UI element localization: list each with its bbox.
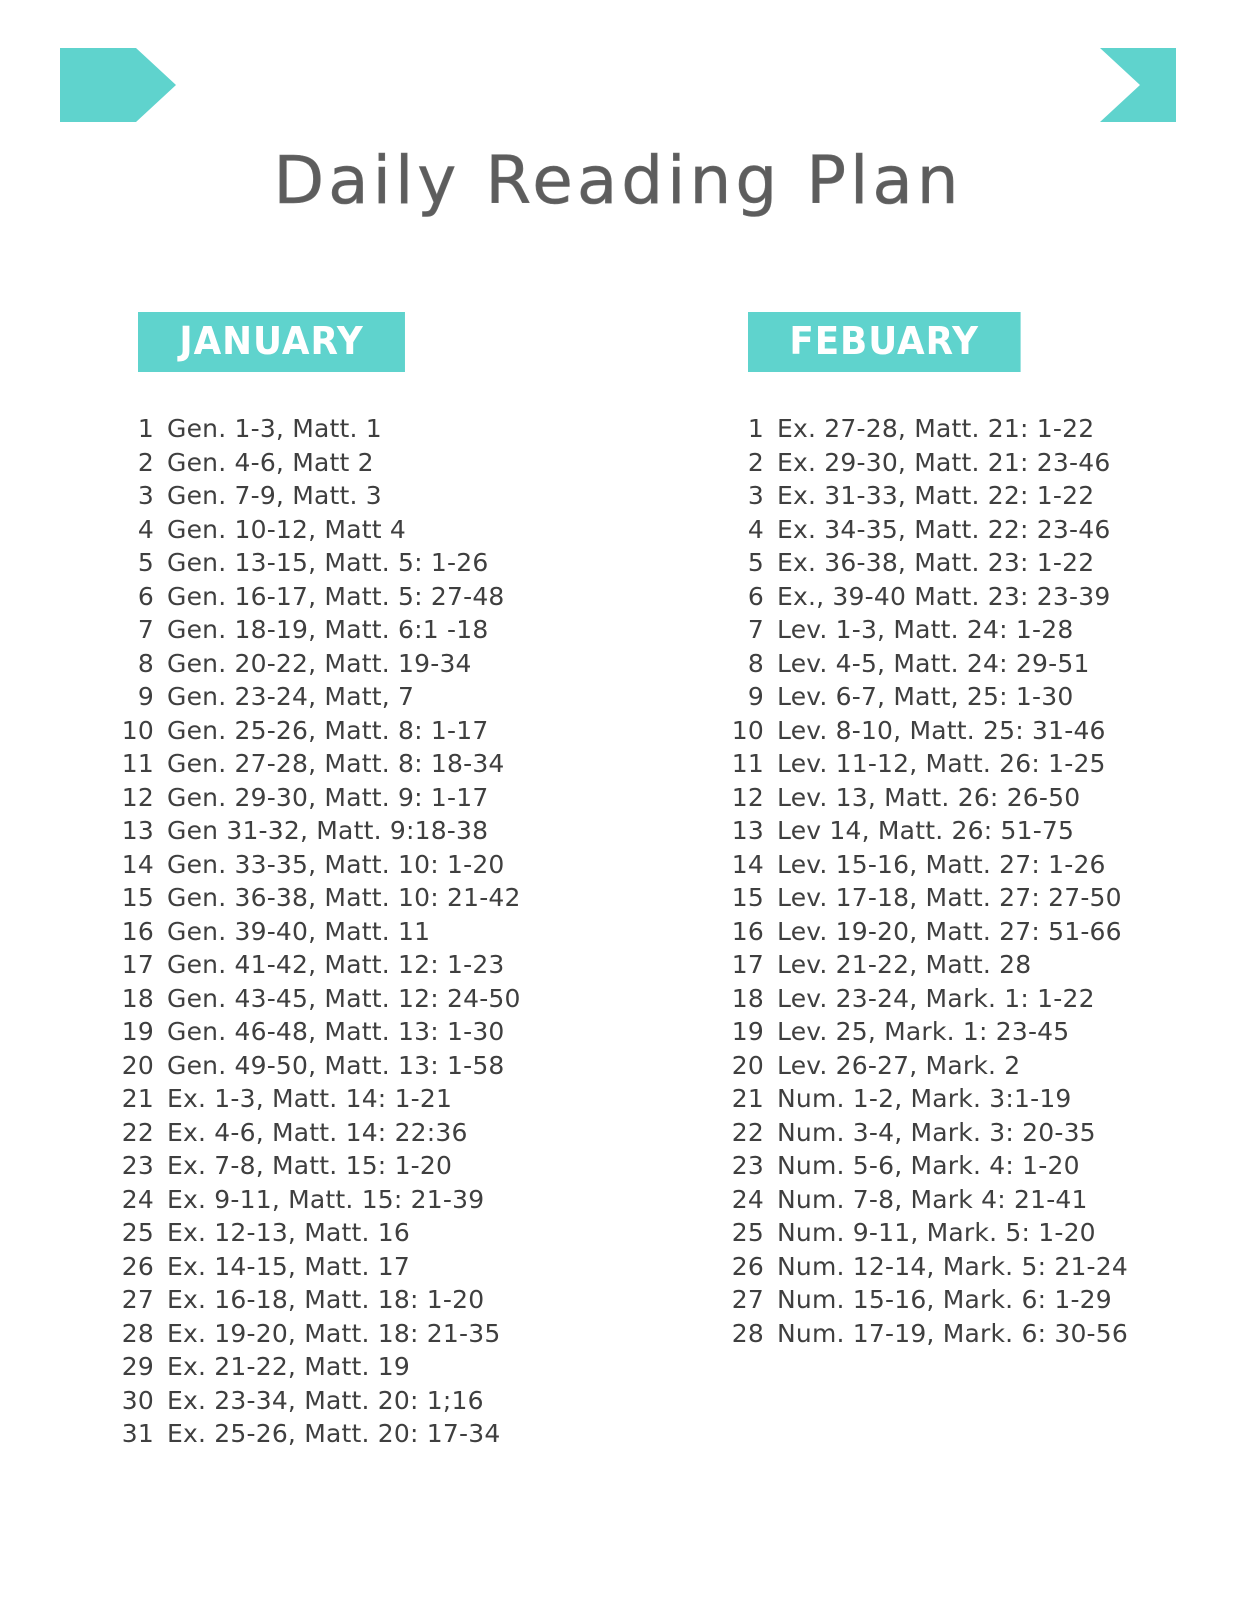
- reading-entry: [108, 814, 618, 848]
- header-banner: [60, 48, 1176, 122]
- entry-day: 28: [731, 1318, 764, 1348]
- entry-day: 23: [731, 1151, 764, 1180]
- entry-reference: Gen. 39-40, Matt. 11: [167, 916, 431, 946]
- reading-entry: [108, 1216, 618, 1250]
- page-title: Daily Reading Plan: [273, 142, 963, 219]
- entry-reference: Lev. 15-16, Matt. 27: 1-26: [777, 849, 1106, 879]
- entry-reference: Lev. 6-7, Matt, 25: 1-30: [777, 682, 1074, 711]
- entry-reference: Gen. 36-38, Matt. 10: 21-42: [167, 883, 521, 912]
- reading-entry: [108, 446, 618, 480]
- reading-entry: [718, 848, 1236, 882]
- reading-entry: [108, 580, 618, 614]
- entry-reference: Num. 9-11, Mark. 5: 1-20: [777, 1218, 1096, 1247]
- entry-day: 27: [731, 1285, 764, 1314]
- entry-day: 24: [121, 1184, 154, 1214]
- reading-entry: [108, 747, 618, 781]
- entry-day: 1: [137, 414, 154, 443]
- entry-day: 14: [121, 849, 154, 879]
- entry-reference: Gen. 41-42, Matt. 12: 1-23: [167, 950, 505, 979]
- entry-reference: Ex. 19-20, Matt. 18: 21-35: [167, 1318, 501, 1348]
- banner-title: READ THE BIBLE IN A YEAR: [418, 69, 818, 101]
- entry-day: 19: [731, 1017, 764, 1046]
- entry-reference: Gen. 10-12, Matt 4: [167, 514, 406, 544]
- reading-entry: [108, 1116, 618, 1150]
- reading-entry: [108, 948, 618, 982]
- reading-entry: [718, 513, 1236, 547]
- entry-day: 28: [121, 1318, 154, 1348]
- reading-entry: [718, 881, 1236, 915]
- entry-day: 5: [137, 548, 154, 577]
- entry-day: 3: [137, 481, 154, 510]
- entry-day: 17: [121, 950, 154, 979]
- entry-day: 23: [121, 1151, 154, 1180]
- entry-day: 9: [747, 682, 764, 711]
- reading-entry: [108, 714, 618, 748]
- entry-reference: Gen 31-32, Matt. 9:18-38: [167, 816, 489, 845]
- reading-entry: [718, 1216, 1236, 1250]
- reading-entry: [108, 1015, 618, 1049]
- entry-day: 9: [137, 682, 154, 711]
- reading-entry: [718, 647, 1236, 681]
- reading-entry: [718, 1116, 1236, 1150]
- entry-reference: Lev. 19-20, Matt. 27: 51-66: [777, 916, 1122, 946]
- entry-day: 11: [121, 749, 154, 778]
- entry-reference: Lev. 11-12, Matt. 26: 1-25: [777, 749, 1106, 778]
- reading-entry: [108, 546, 618, 580]
- entry-day: 14: [731, 849, 764, 879]
- entry-reference: Lev. 4-5, Matt. 24: 29-51: [777, 648, 1090, 678]
- entry-reference: Num. 15-16, Mark. 6: 1-29: [777, 1285, 1112, 1314]
- reading-entry: [718, 1283, 1236, 1317]
- reading-entry: [718, 613, 1236, 647]
- entry-reference: Gen. 23-24, Matt, 7: [167, 682, 415, 711]
- reading-entry: [108, 781, 618, 815]
- reading-entry: [108, 915, 618, 949]
- entry-day: 25: [731, 1218, 764, 1247]
- entry-reference: Lev. 1-3, Matt. 24: 1-28: [777, 615, 1074, 644]
- entry-reference: Num. 7-8, Mark 4: 21-41: [777, 1184, 1088, 1214]
- reading-entry: [108, 982, 618, 1016]
- month-column-january: [0, 312, 618, 1467]
- entry-day: 22: [731, 1117, 764, 1147]
- entry-day: 6: [747, 581, 764, 611]
- reading-entry: [108, 1317, 618, 1351]
- entry-day: 24: [731, 1184, 764, 1214]
- reading-entry: [718, 1149, 1236, 1183]
- reading-entry: [718, 714, 1236, 748]
- reading-entry: [718, 982, 1236, 1016]
- entry-reference: Gen. 7-9, Matt. 3: [167, 481, 382, 510]
- entry-day: 22: [121, 1117, 154, 1147]
- entry-reference: Gen. 18-19, Matt. 6:1 -18: [167, 615, 489, 644]
- reading-entry: [108, 513, 618, 547]
- entry-reference: Gen. 1-3, Matt. 1: [167, 414, 382, 443]
- entry-day: 7: [137, 615, 154, 644]
- entry-day: 17: [731, 950, 764, 979]
- entry-day: 25: [121, 1218, 154, 1247]
- entry-day: 19: [121, 1017, 154, 1046]
- reading-entry: [718, 747, 1236, 781]
- reading-entry: [718, 479, 1236, 513]
- entry-reference: Gen. 16-17, Matt. 5: 27-48: [167, 581, 505, 611]
- reading-entry: [718, 1049, 1236, 1083]
- entry-reference: Lev. 23-24, Mark. 1: 1-22: [777, 983, 1095, 1013]
- entry-day: 15: [121, 883, 154, 912]
- reading-entry: [718, 412, 1236, 446]
- entry-day: 26: [731, 1251, 764, 1281]
- entry-day: 10: [731, 715, 764, 745]
- entry-day: 16: [121, 916, 154, 946]
- entry-day: 26: [121, 1251, 154, 1281]
- month-heading-february: FEBUARY: [748, 312, 1020, 372]
- entry-day: 31: [121, 1419, 154, 1448]
- reading-entry: [108, 1250, 618, 1284]
- entry-reference: Ex. 12-13, Matt. 16: [167, 1218, 411, 1247]
- entry-day: 8: [137, 648, 154, 678]
- entry-reference: Ex. 23-34, Matt. 20: 1;16: [167, 1385, 484, 1415]
- reading-entry: [108, 1384, 618, 1418]
- entry-reference: Ex. 9-11, Matt. 15: 21-39: [167, 1184, 485, 1214]
- reading-entry: [108, 1082, 618, 1116]
- entry-reference: Lev. 17-18, Matt. 27: 27-50: [777, 883, 1122, 912]
- reading-entry: [718, 814, 1236, 848]
- entry-day: 12: [731, 782, 764, 812]
- reading-entry: [718, 948, 1236, 982]
- month-column-february: [618, 312, 1236, 1467]
- entry-reference: Ex. 31-33, Matt. 22: 1-22: [777, 481, 1095, 510]
- reading-list-february: [718, 412, 1236, 1350]
- reading-entry: [108, 680, 618, 714]
- entry-reference: Gen. 46-48, Matt. 13: 1-30: [167, 1017, 505, 1046]
- reading-entry: [718, 915, 1236, 949]
- reading-entry: [108, 479, 618, 513]
- entry-reference: Ex. 34-35, Matt. 22: 23-46: [777, 514, 1111, 544]
- entry-reference: Ex. 21-22, Matt. 19: [167, 1352, 411, 1381]
- entry-day: 20: [731, 1050, 764, 1080]
- entry-reference: Gen. 13-15, Matt. 5: 1-26: [167, 548, 489, 577]
- entry-day: 12: [121, 782, 154, 812]
- entry-reference: Ex. 27-28, Matt. 21: 1-22: [777, 414, 1095, 443]
- entry-reference: Lev. 21-22, Matt. 28: [777, 950, 1032, 979]
- entry-reference: Ex. 7-8, Matt. 15: 1-20: [167, 1151, 453, 1180]
- entry-reference: Gen. 27-28, Matt. 8: 18-34: [167, 749, 505, 778]
- entry-day: 13: [731, 816, 764, 845]
- entry-day: 7: [747, 615, 764, 644]
- entry-reference: Gen. 43-45, Matt. 12: 24-50: [167, 983, 521, 1013]
- month-heading-january: JANUARY: [138, 312, 405, 372]
- entry-day: 16: [731, 916, 764, 946]
- entry-day: 29: [121, 1352, 154, 1381]
- entry-day: 4: [747, 514, 764, 544]
- reading-entry: [108, 1417, 618, 1451]
- reading-list-january: [108, 412, 618, 1451]
- reading-entry: [108, 647, 618, 681]
- entry-day: 1: [747, 414, 764, 443]
- reading-entry: [108, 1350, 618, 1384]
- entry-reference: Ex. 1-3, Matt. 14: 1-21: [167, 1084, 453, 1113]
- entry-reference: Num. 3-4, Mark. 3: 20-35: [777, 1117, 1096, 1147]
- reading-entry: [718, 580, 1236, 614]
- entry-reference: Ex. 16-18, Matt. 18: 1-20: [167, 1285, 485, 1314]
- entry-day: 3: [747, 481, 764, 510]
- reading-entry: [108, 1183, 618, 1217]
- reading-entry: [108, 881, 618, 915]
- reading-entry: [718, 1183, 1236, 1217]
- reading-plan-columns: [0, 312, 1236, 1467]
- entry-day: 2: [137, 447, 154, 477]
- entry-day: 27: [121, 1285, 154, 1314]
- entry-reference: Ex., 39-40 Matt. 23: 23-39: [777, 581, 1111, 611]
- entry-reference: Gen. 20-22, Matt. 19-34: [167, 648, 472, 678]
- entry-day: 4: [137, 514, 154, 544]
- entry-day: 21: [121, 1084, 154, 1113]
- entry-reference: Ex. 29-30, Matt. 21: 23-46: [777, 447, 1111, 477]
- entry-day: 10: [121, 715, 154, 745]
- entry-day: 15: [731, 883, 764, 912]
- entry-day: 30: [121, 1385, 154, 1415]
- entry-reference: Ex. 14-15, Matt. 17: [167, 1251, 411, 1281]
- entry-day: 18: [731, 983, 764, 1013]
- entry-reference: Gen. 29-30, Matt. 9: 1-17: [167, 782, 489, 812]
- entry-reference: Ex. 36-38, Matt. 23: 1-22: [777, 548, 1095, 577]
- reading-entry: [718, 1250, 1236, 1284]
- reading-entry: [718, 1317, 1236, 1351]
- entry-reference: Lev. 25, Mark. 1: 23-45: [777, 1017, 1070, 1046]
- entry-reference: Gen. 33-35, Matt. 10: 1-20: [167, 849, 505, 879]
- entry-reference: Num. 12-14, Mark. 5: 21-24: [777, 1251, 1128, 1281]
- reading-entry: [718, 1082, 1236, 1116]
- reading-entry: [108, 848, 618, 882]
- entry-day: 21: [731, 1084, 764, 1113]
- reading-entry: [108, 1149, 618, 1183]
- reading-entry: [718, 680, 1236, 714]
- entry-day: 11: [731, 749, 764, 778]
- entry-day: 13: [121, 816, 154, 845]
- entry-reference: Lev 14, Matt. 26: 51-75: [777, 816, 1075, 845]
- reading-entry: [718, 546, 1236, 580]
- reading-entry: [718, 1015, 1236, 1049]
- entry-reference: Ex. 25-26, Matt. 20: 17-34: [167, 1419, 501, 1448]
- entry-reference: Ex. 4-6, Matt. 14: 22:36: [167, 1117, 468, 1147]
- entry-day: 18: [121, 983, 154, 1013]
- entry-reference: Gen. 49-50, Matt. 13: 1-58: [167, 1050, 505, 1080]
- entry-reference: Gen. 25-26, Matt. 8: 1-17: [167, 715, 489, 745]
- entry-reference: Num. 5-6, Mark. 4: 1-20: [777, 1151, 1080, 1180]
- entry-day: 20: [121, 1050, 154, 1080]
- reading-entry: [108, 1283, 618, 1317]
- entry-reference: Gen. 4-6, Matt 2: [167, 447, 374, 477]
- reading-entry: [108, 412, 618, 446]
- entry-reference: Lev. 13, Matt. 26: 26-50: [777, 782, 1081, 812]
- entry-day: 8: [747, 648, 764, 678]
- entry-reference: Num. 17-19, Mark. 6: 30-56: [777, 1318, 1128, 1348]
- entry-day: 6: [137, 581, 154, 611]
- entry-day: 5: [747, 548, 764, 577]
- entry-day: 2: [747, 447, 764, 477]
- reading-entry: [108, 1049, 618, 1083]
- reading-entry: [718, 781, 1236, 815]
- entry-reference: Lev. 8-10, Matt. 25: 31-46: [777, 715, 1106, 745]
- entry-reference: Lev. 26-27, Mark. 2: [777, 1050, 1021, 1080]
- entry-reference: Num. 1-2, Mark. 3:1-19: [777, 1084, 1072, 1113]
- reading-entry: [718, 446, 1236, 480]
- reading-entry: [108, 613, 618, 647]
